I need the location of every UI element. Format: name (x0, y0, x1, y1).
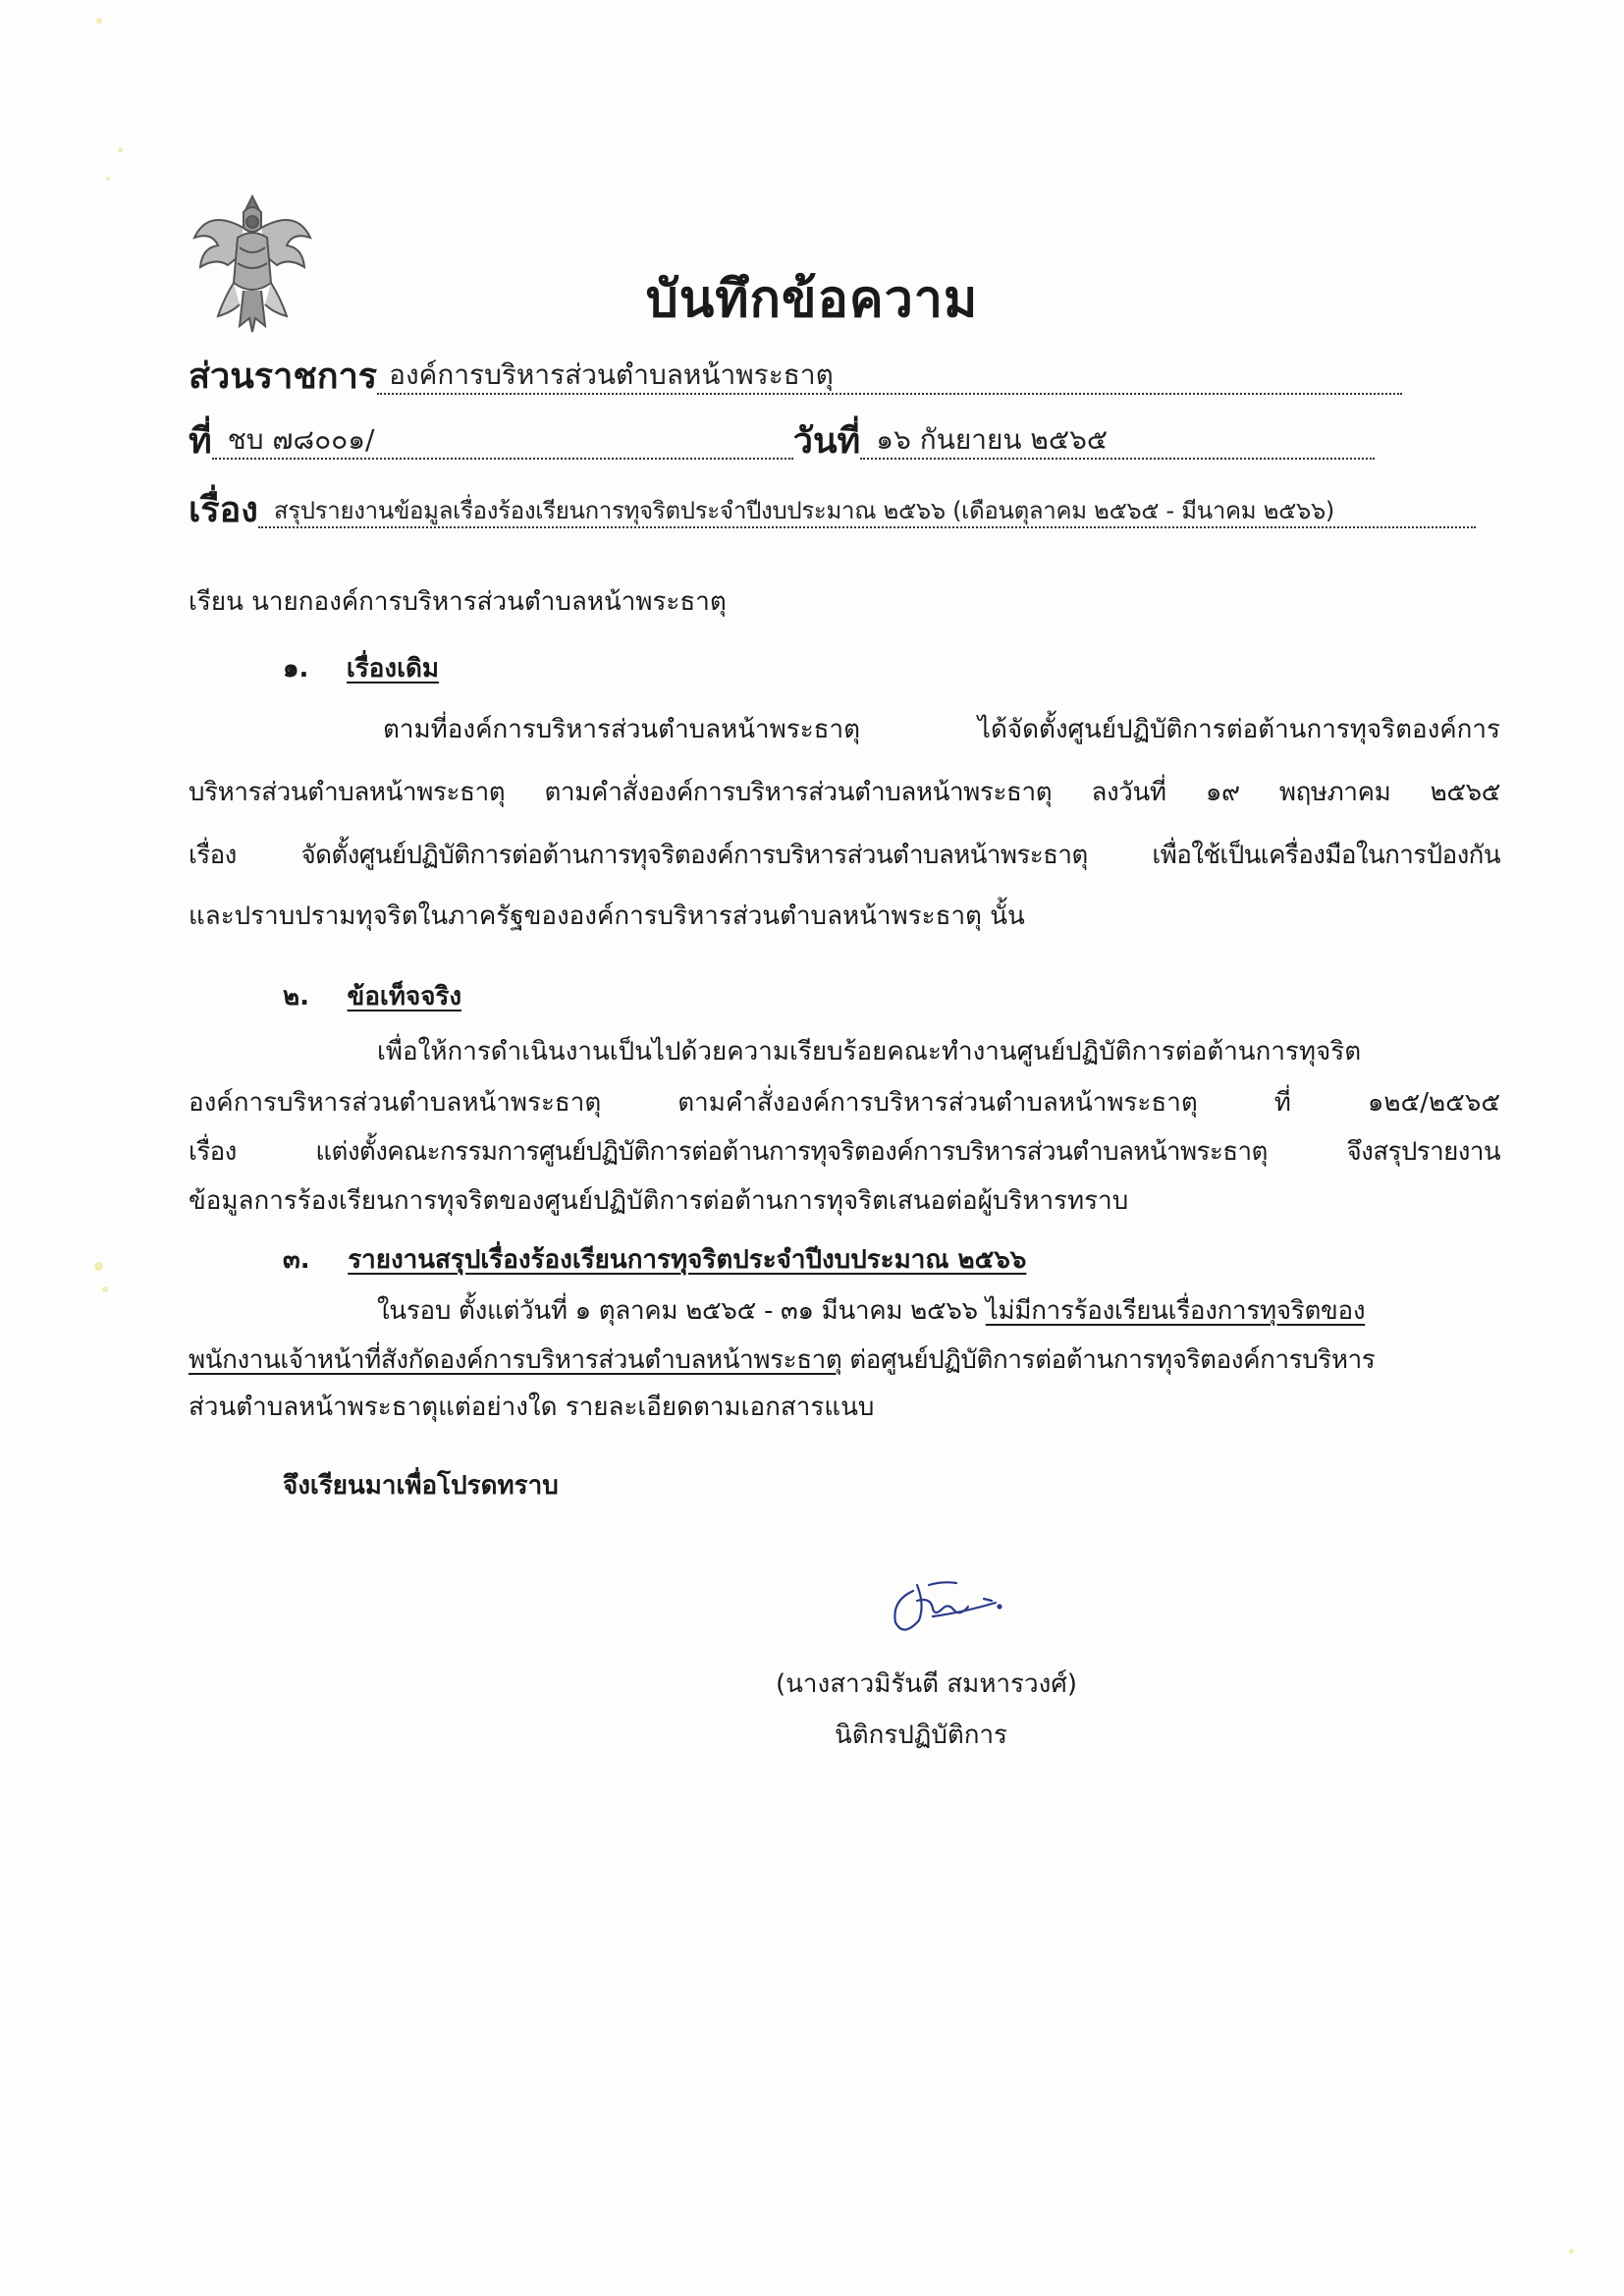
ref-value: ชบ ๗๘๐๐๑/ (212, 426, 793, 460)
agency-row (189, 346, 1402, 395)
date-value: ๑๖ กันยายน ๒๕๖๕ (860, 426, 1375, 460)
subject-value: สรุปรายงานข้อมูลเรื่องร้องเรียนการทุจริตประจำปีงบประมาณ ๒๕๖๖ (เดือนตุลาคม ๒๕๖๕ - มีนาคม ๒๕๖๖) (258, 499, 1476, 528)
document-title: บันทึกข้อความ (645, 270, 979, 329)
handwritten-signature (874, 1561, 1031, 1650)
section3-heading: รายงานสรุปเรื่องร้องเรียนการทุจริตประจำปีงบประมาณ ๒๕๖๖ (348, 1245, 1027, 1275)
section3-heading-row (283, 1239, 1026, 1280)
section3-line2-plain: ต่อศูนย์ปฏิบัติการต่อต้านการทุจริตองค์การบริหาร (841, 1345, 1376, 1375)
date-label: วันที่ (792, 421, 861, 462)
section1-number: ๑. (283, 654, 309, 683)
scan-speck (1569, 2249, 1574, 2254)
ref-row (189, 410, 1375, 460)
section1-line: และปราบปรามทุจริตในภาครัฐขององค์การบริหารส่วนตำบลหน้าพระธาตุ นั้น (189, 902, 1025, 931)
section2-line: เพื่อให้การดำเนินงานเป็นไปด้วยความเรียบร้อยคณะทำงานศูนย์ปฏิบัติการต่อต้านการทุจริต (377, 1037, 1362, 1066)
closing-text: จึงเรียนมาเพื่อโปรดทราบ (283, 1471, 559, 1501)
section3-line2-underlined: พนักงานเจ้าหน้าที่สังกัดองค์การบริหารส่วนตำบลหน้าพระธาตุ (189, 1345, 842, 1375)
agency-value: องค์การบริหารส่วนตำบลหน้าพระธาตุ (377, 361, 1402, 395)
section2-heading: ข้อเท็จจริง (347, 982, 462, 1011)
subject-row (189, 479, 1476, 528)
section3-line-3: ส่วนตำบลหน้าพระธาตุแต่อย่างใด รายละเอียดตามเอกสารแนบ (189, 1393, 875, 1422)
section1-line: บริหารส่วนตำบลหน้าพระธาตุ ตามคำสั่งองค์การบริหารส่วนตำบลหน้าพระธาตุ ลงวันที่ ๑๙ พฤษภาคม ๒๕๖๕ (189, 778, 1500, 807)
section3-line1-plain: ในรอบ ตั้งแต่วันที่ ๑ ตุลาคม ๒๕๖๕ - ๓๑ มีนาคม ๒๕๖๖ (377, 1296, 986, 1326)
section2-number: ๒. (283, 982, 310, 1011)
section1-line: ตามที่องค์การบริหารส่วนตำบลหน้าพระธาตุ ได้จัดตั้งศูนย์ปฏิบัติการต่อต้านการทุจริตองค์การ (383, 715, 1500, 744)
agency-label: ส่วนราชการ (189, 356, 378, 397)
section3-line-1 (377, 1290, 1500, 1331)
scan-speck (94, 1262, 103, 1271)
section2-line: องค์การบริหารส่วนตำบลหน้าพระธาตุ ตามคำสั่งองค์การบริหารส่วนตำบลหน้าพระธาตุ ที่ ๑๒๕/๒๕๖๕ (189, 1088, 1500, 1118)
scan-speck (118, 147, 123, 152)
scan-speck (102, 1286, 108, 1292)
scan-speck (96, 18, 102, 24)
section2-line: ข้อมูลการร้องเรียนการทุจริตของศูนย์ปฏิบัติการต่อต้านการทุจริตเสนอต่อผู้บริหารทราบ (189, 1186, 1129, 1216)
signatory-name: (นางสาวมิรันตี สมหารวงศ์) (776, 1669, 1077, 1699)
section1-heading-row (283, 648, 439, 688)
section1-heading: เรื่องเดิม (346, 654, 439, 683)
ref-label: ที่ (189, 421, 212, 462)
scan-speck (106, 177, 110, 181)
section1-line: เรื่อง จัดตั้งศูนย์ปฏิบัติการต่อต้านการทุจริตองค์การบริหารส่วนตำบลหน้าพระธาตุ เพื่อใช้เป็นเครื่องมือในการป้องกัน (189, 841, 1500, 870)
section3-number: ๓. (283, 1245, 310, 1275)
section3-line-2 (189, 1339, 1500, 1380)
section2-line: เรื่อง แต่งตั้งคณะกรรมการศูนย์ปฏิบัติการต่อต้านการทุจริตองค์การบริหารส่วนตำบลหน้าพระธาตุ จึงสรุปรายงาน (189, 1137, 1500, 1167)
signatory-position: นิติกรปฏิบัติการ (835, 1721, 1008, 1750)
subject-label: เรื่อง (189, 490, 258, 530)
section3-line1-underlined: ไม่มีการร้องเรียนเรื่องการทุจริตของ (985, 1296, 1366, 1326)
section2-heading-row (283, 976, 461, 1016)
salutation: เรียน นายกองค์การบริหารส่วนตำบลหน้าพระธาตุ (189, 587, 727, 617)
